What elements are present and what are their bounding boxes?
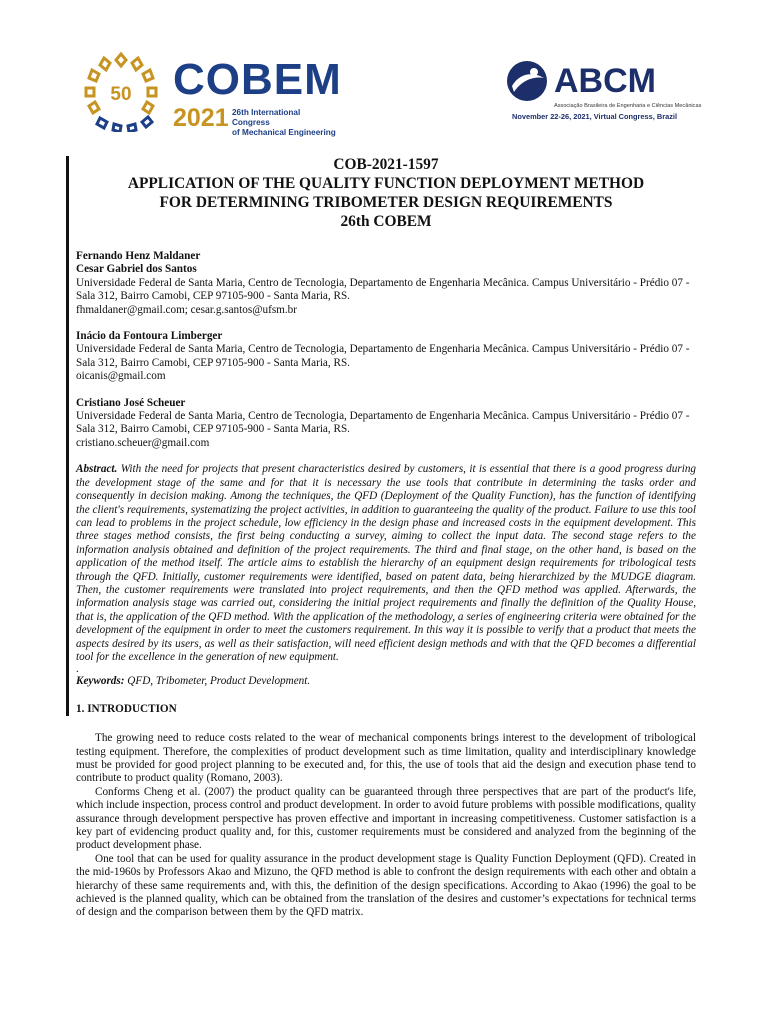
paper-title-line1: APPLICATION OF THE QUALITY FUNCTION DEPLOYMENT METHOD — [127, 175, 645, 192]
body-paragraph: One tool that can be used for quality assurance in the product development stage is Quality Function Deployment (QFD). Created in the mid-1960s by Professors Akao and Mizuno, the QFD method is able to confront the design requirements with each other and obtain a hierarchy of these same requirements and, with this, the definition of the design specifications. According to Akao (1996) the goal to be achieved is the planned quality, which can be obtained from the translation of the desires and customer’s expectations for technical terms of design and the comparison between them by the QFD matrix. — [76, 852, 696, 919]
paper-code: COB-2021-1597 — [333, 156, 439, 173]
author-name: Cesar Gabriel dos Santos — [76, 263, 197, 276]
cobem-subtitle — [232, 108, 336, 138]
author-email: cristiano.scheuer@gmail.com — [76, 436, 210, 449]
cobem-year: 2021 — [173, 104, 229, 132]
cobem-subtitle-line1: 26th International Congress — [232, 108, 301, 127]
keywords-label: Keywords: — [76, 675, 125, 688]
paper-title-line2: FOR DETERMINING TRIBOMETER DESIGN REQUIREMENTS — [159, 194, 613, 211]
abstract-trailing-dot: . — [76, 663, 79, 676]
author-group — [76, 397, 696, 451]
section-heading: 1. INTRODUCTION — [76, 702, 177, 715]
author-affiliation: Universidade Federal de Santa Maria, Centro de Tecnologia, Departamento de Engenharia Mecânica. Campus Universitário - Prédio 07 - Sala 312, Bairro Camobi, CEP 97105-900 - Santa Maria, RS. — [76, 410, 690, 436]
keywords — [76, 675, 696, 688]
author-name: Cristiano José Scheuer — [76, 396, 186, 409]
congress-date-line: November 22-26, 2021, Virtual Congress, Brazil — [512, 112, 677, 121]
keywords-text: QFD, Tribometer, Product Development. — [127, 675, 311, 688]
title-block — [76, 155, 696, 231]
abstract-label: Abstract. — [76, 463, 118, 476]
paper-content — [76, 250, 696, 920]
abstract-text: With the need for projects that present characteristics desired by customers, it is essential that there is a good progress during the development stage of the same and for that it is necessary the use tools that contribute in determining the tasks order and consequently in decision making. Among the techniques, the QFD (Deployment of the Quality Function), has the function of identifying the client's requirements, systematizing the project activities, in addition to guaranteeing the quality of the product. Failure to use this tool can lead to problems in the project schedule, low efficiency in the design phase and increased costs in the equipment development. This three stages method consists, the first being conducting a survey, aiming to collect the input data. The second stage refers to the information analysis obtained and definition of the project requirements. The third and final stage, on the other hand, is based on the application of the method itself. The article aims to establish the hierarchy of an equipment design requirements for tribological tests through the QFD. Initially, customer requirements were identified, based on patent data, being hierarchized by the MUDGE diagram. Then, the customer requirements were translated into project requirements, and then the QFD method was applied. Afterwards, the information analysis stage was carried out, considering the initial project requirements and finally the definition of the Quality House, that is, the application of the QFD method. With the application of the methodology, a series of engineering criteria were obtained for the development of the equipment in order to meet the customers requirement. In this way it is possible to verify that a product that meets the aspects desired by its users, as well as their satisfaction, will need efficient design methods and with that the QFD becomes a differential tool for the excellence in the generation of new equipment. — [76, 463, 697, 663]
abstract — [76, 463, 696, 664]
body-paragraph: The growing need to reduce costs related to the wear of mechanical components brings interest to the development of tribological testing equipment. Therefore, the complexities of product development such as time limitation, quality and interdisciplinary knowledge must be provided for good project planning to be executed and, for this, the use of tools that aid the design and execution phase tend to contribute to product quality (Romano, 2003). — [76, 732, 696, 785]
author-affiliation: Universidade Federal de Santa Maria, Centro de Tecnologia, Departamento de Engenharia Mecânica. Campus Universitário - Prédio 07 - Sala 312, Bairro Camobi, CEP 97105-900 - Santa Maria, RS. — [76, 343, 690, 369]
author-name: Inácio da Fontoura Limberger — [76, 330, 223, 343]
cobem-logo — [76, 44, 342, 137]
author-email: oicanis@gmail.com — [76, 370, 166, 383]
author-group — [76, 330, 696, 384]
body-paragraph: Conforms Cheng et al. (2007) the product quality can be guaranteed through three perspectives that are part of the product's life, which include inspection, process control and product development. In order to avoid future problems with possible modifications, quality assurance through development perspective has proven effective and important in increasing competitiveness. Customer satisfaction is a key part of evidencing product quality and, for this, customer requirements must be considered and analyzed from the beginning of the product development phase. — [76, 785, 696, 852]
abcm-logo — [504, 56, 704, 126]
cobem-subtitle-line2: of Mechanical Engineering — [232, 128, 336, 137]
author-name: Fernando Henz Maldaner — [76, 250, 201, 262]
event-name: 26th COBEM — [340, 213, 432, 230]
left-margin-bar — [66, 156, 69, 716]
abcm-globe-icon — [504, 58, 550, 104]
author-group — [76, 250, 696, 317]
abcm-subtitle: Associação Brasileira de Engenharia e Ciências Mecânicas — [554, 103, 702, 109]
cobem-anniversary-emblem-icon — [80, 50, 162, 132]
cobem-wordmark: COBEM — [173, 55, 342, 104]
author-affiliation: Universidade Federal de Santa Maria, Centro de Tecnologia, Departamento de Engenharia Mecânica. Campus Universitário - Prédio 07 - Sala 312, Bairro Camobi, CEP 97105-900 - Santa Maria, RS. — [76, 276, 690, 303]
author-email: fhmaldaner@gmail.com; cesar.g.santos@ufsm.br — [76, 303, 297, 316]
cobem-ring-number: 50 — [110, 84, 132, 105]
abcm-wordmark: ABCM — [554, 62, 656, 100]
